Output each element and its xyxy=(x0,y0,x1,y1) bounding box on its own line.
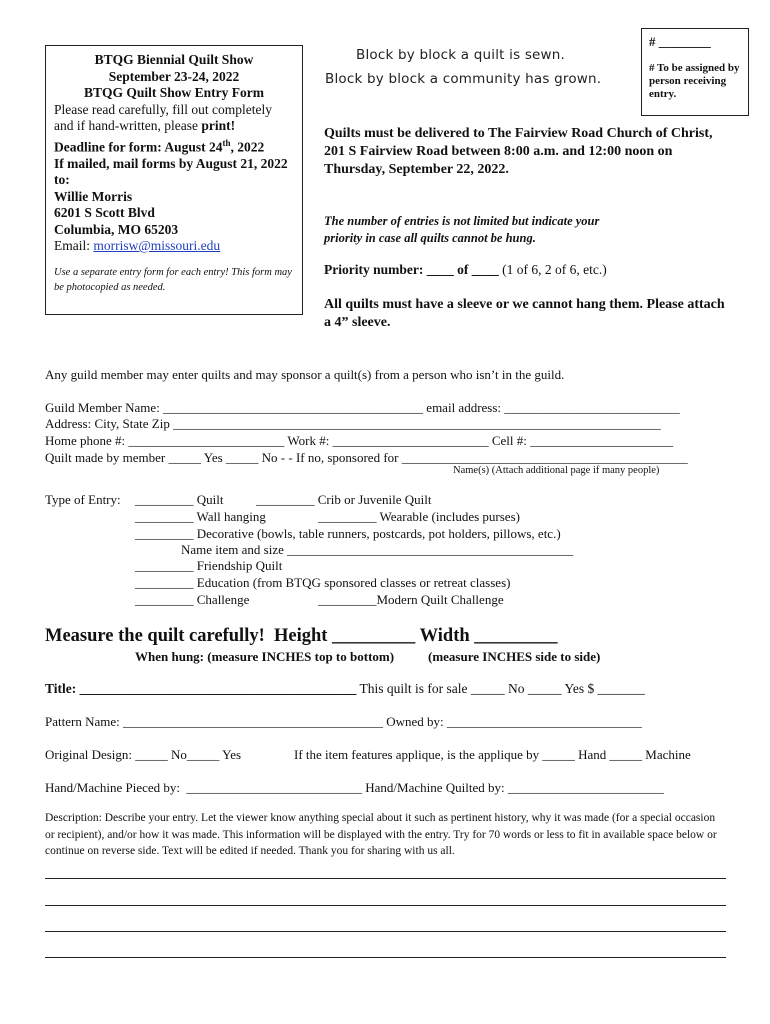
contact-email-row: Email: morrisw@missouri.edu xyxy=(54,238,221,253)
option-quilt[interactable]: _________ Quilt xyxy=(135,492,224,507)
height-hint: When hung: (measure INCHES top to bottom) xyxy=(135,649,395,664)
option-friendship[interactable]: _________ Friendship Quilt xyxy=(135,558,283,573)
phone-fields[interactable]: Home phone #: ________________________ Work #: ________________________ Cell #: ______________________ xyxy=(45,433,674,448)
option-decorative[interactable]: _________ Decorative (bowls, table runners, postcards, pot holders, pillows, etc.) xyxy=(135,526,561,541)
entries-note: The number of entries is not limited but indicate your priority in case all quilts cannot be hung. xyxy=(324,214,600,245)
photocopy-note: Use a separate entry form for each entry! This form may be photocopied as needed. xyxy=(54,266,292,293)
contact-street: 6201 S Scott Blvd xyxy=(54,205,155,220)
pattern-owner-field[interactable]: Pattern Name: ________________________________________ Owned by: ______________________________ xyxy=(45,714,642,729)
option-wall-hanging[interactable]: _________ Wall hanging xyxy=(135,509,266,524)
motto-line-2: Block by block a community has grown. xyxy=(325,71,602,87)
mail-deadline: If mailed, mail forms by August 21, 2022 to: xyxy=(54,155,288,187)
width-hint: (measure INCHES side to side) xyxy=(428,649,601,664)
title-field[interactable]: _________________________________________ xyxy=(79,681,357,696)
email-link[interactable]: morrisw@missouri.edu xyxy=(93,238,221,253)
entry-number-note: # To be assigned by person receiving entry. xyxy=(649,62,740,100)
pieced-quilted-field[interactable]: Hand/Machine Pieced by: ___________________________ Hand/Machine Quilted by: ________________________ xyxy=(45,780,664,795)
contact-city: Columbia, MO 65203 xyxy=(54,221,179,237)
option-wearable[interactable]: _________ Wearable (includes purses) xyxy=(318,509,520,524)
description-line[interactable] xyxy=(45,931,726,932)
intro-text: Any guild member may enter quilts and may sponsor a quilt(s) from a person who isn’t in the guild. xyxy=(45,367,565,382)
instructions: Please read carefully, fill out completely and if hand-written, please print! xyxy=(54,101,273,133)
title-label: Title: xyxy=(45,681,80,696)
option-challenge[interactable]: _________ Challenge xyxy=(135,592,250,607)
title-row xyxy=(45,681,645,697)
entry-number-field[interactable]: # ________ xyxy=(649,34,711,49)
applique-field[interactable]: If the item features applique, is the applique by _____ Hand _____ Machine xyxy=(294,747,691,762)
names-hint: Name(s) (Attach additional page if many people) xyxy=(453,465,660,476)
show-info-box xyxy=(45,45,303,315)
option-education[interactable]: _________ Education (from BTQG sponsored classes or retreat classes) xyxy=(135,575,511,590)
sleeve-note: All quilts must have a sleeve or we cannot hang them. Please attach a 4” sleeve. xyxy=(324,297,725,330)
delivery-info: Quilts must be delivered to The Fairview Road Church of Christ, 201 S Fairview Road between 8:00 a.m. and 12:00 noon on Thursday, September 22, 2022. xyxy=(324,126,713,177)
option-modern-challenge[interactable]: _________Modern Quilt Challenge xyxy=(318,592,504,607)
option-crib-juvenile[interactable]: _________ Crib or Juvenile Quilt xyxy=(256,492,432,507)
entry-type-label: Type of Entry: xyxy=(45,492,121,507)
form-title: BTQG Quilt Show Entry Form xyxy=(83,85,264,100)
deadline: Deadline for form: August 24th, 2022 xyxy=(54,137,265,154)
show-dates: September 23-24, 2022 xyxy=(108,68,240,84)
member-name-email-field[interactable]: Guild Member Name: ________________________________________ email address: ___________________________ xyxy=(45,400,680,415)
show-title: BTQG Biennial Quilt Show xyxy=(94,52,254,67)
motto-line-1: Block by block a quilt is sewn. xyxy=(356,47,566,63)
measure-heading[interactable]: Measure the quilt carefully! Height _________ Width _________ xyxy=(45,626,558,646)
priority-field[interactable]: Priority number: ____ of ____ xyxy=(324,262,499,277)
address-field[interactable]: Address: City, State Zip ___________________________________________________________________________ xyxy=(45,416,661,431)
original-design-field[interactable]: Original Design: _____ No_____ Yes xyxy=(45,747,242,762)
description-line[interactable] xyxy=(45,905,726,906)
for-sale-field[interactable]: This quilt is for sale _____ No _____ Yes $ _______ xyxy=(356,681,645,696)
made-by-member-field[interactable]: Quilt made by member _____ Yes _____ No - - If no, sponsored for ____________________________________________ xyxy=(45,450,688,465)
entry-number-box xyxy=(641,28,749,116)
priority-row: Priority number: ____ of ____ (1 of 6, 2 of 6, etc.) xyxy=(324,262,607,277)
contact-name: Willie Morris xyxy=(54,188,133,204)
description-line[interactable] xyxy=(45,878,726,879)
description-instructions: Description: Describe your entry. Let the viewer know anything special about it such as pertinent history, why it was made (for a special occasion or recipient), and/or how it was made. This information will be displayed with the entry. Try for 70 words or less to fit in available space below or continue on reverse side. Text will be edited if needed. Thank you for sharing with us all. xyxy=(45,812,717,857)
description-line[interactable] xyxy=(45,957,726,958)
item-name-size-field[interactable]: Name item and size ____________________________________________ xyxy=(181,542,574,557)
